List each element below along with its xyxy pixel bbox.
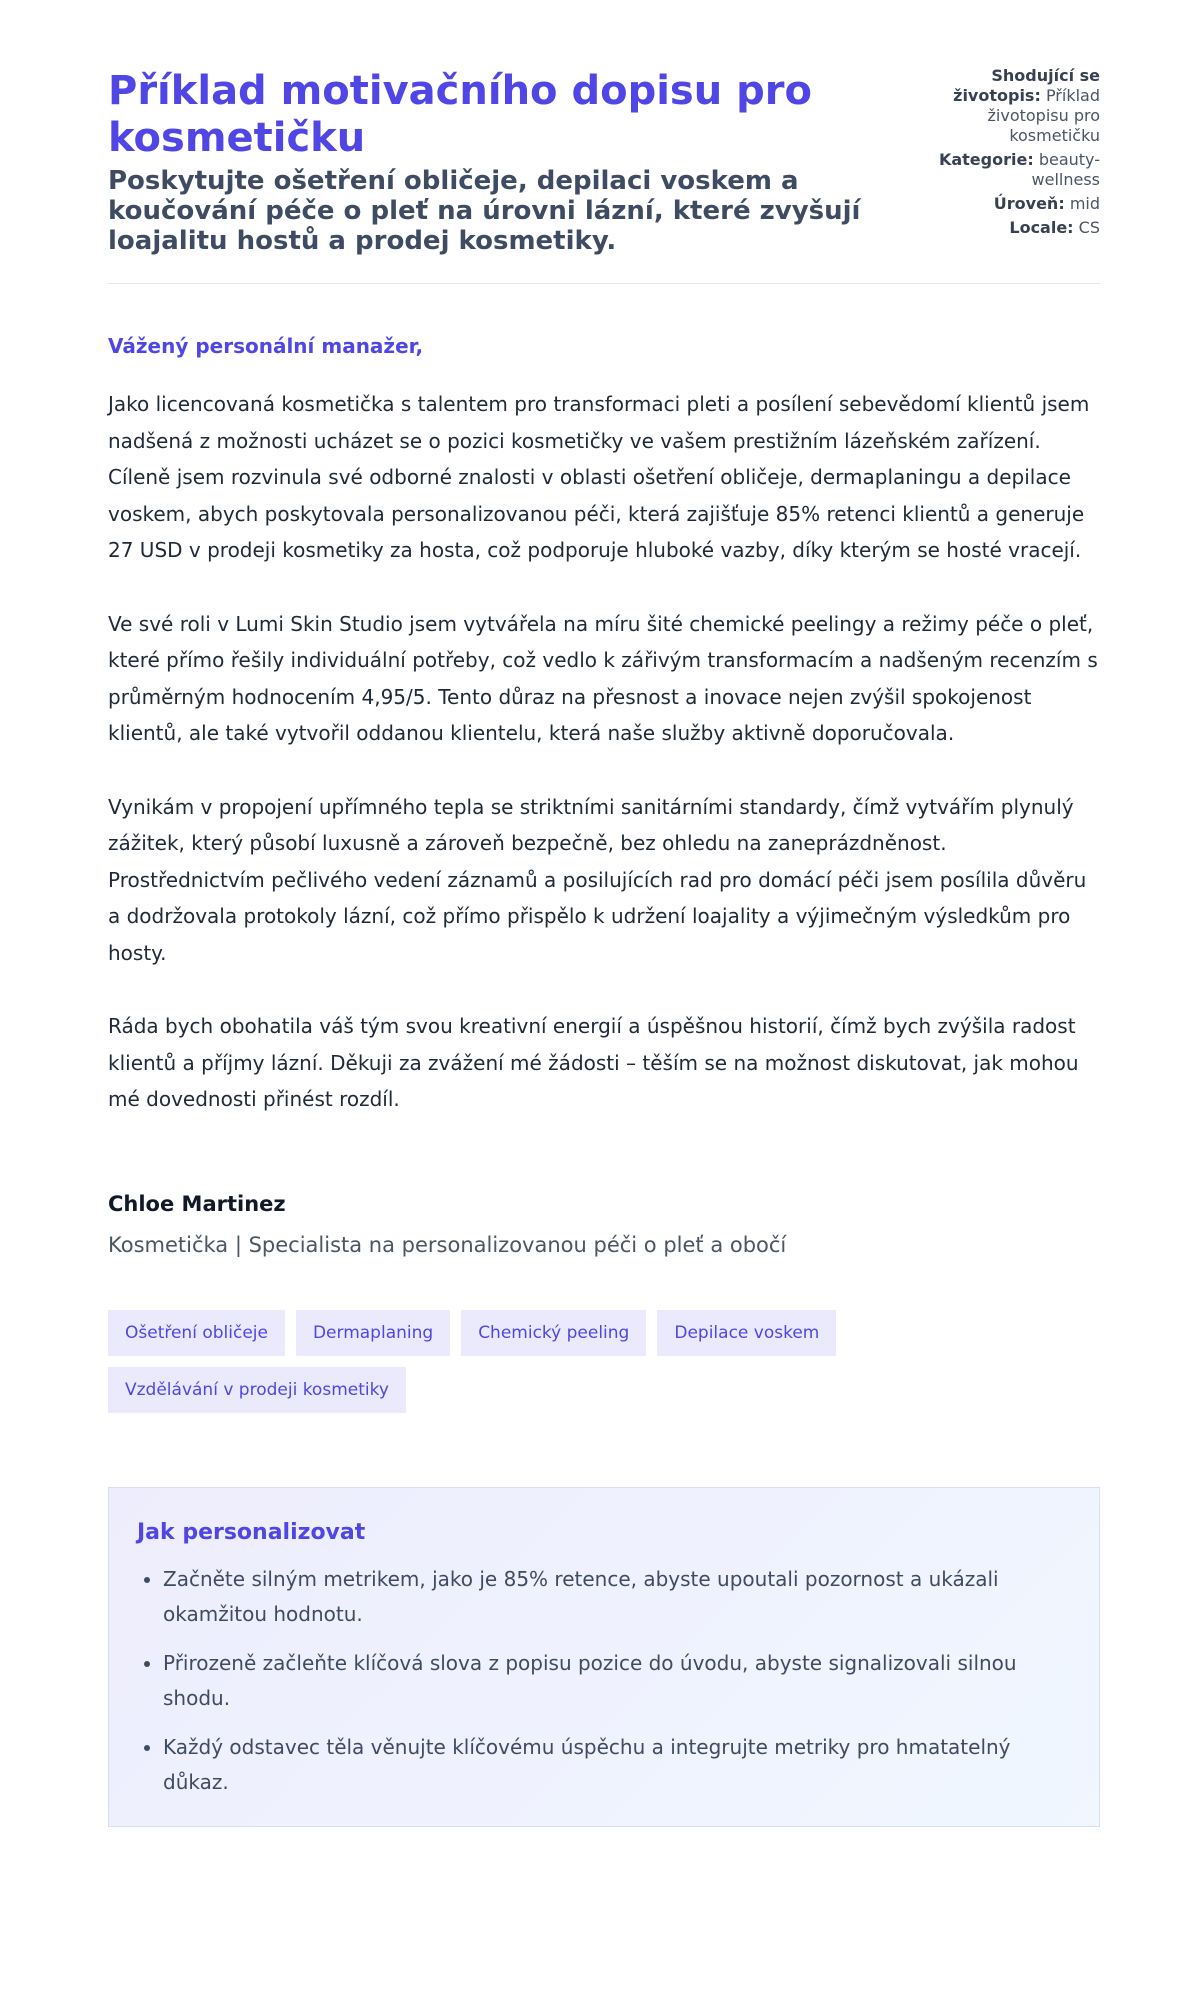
- meta-level-label: Úroveň:: [993, 194, 1065, 213]
- meta-matching-resume-label: Shodující se životopis:: [953, 66, 1100, 105]
- page-title: Příklad motivačního dopisu pro kosmetičku: [108, 68, 812, 161]
- meta-category: [910, 150, 1100, 190]
- signature-role: Kosmetička | Specialista na personalizovanou péči o pleť a obočí: [108, 1232, 787, 1257]
- meta-category-value: beauty-wellness: [1031, 150, 1100, 189]
- meta-panel: [910, 66, 1100, 242]
- letter-paragraph-3: Vynikám v propojení upřímného tepla se striktními sanitárními standardy, čímž vytvářím plynulý zážitek, který působí luxusně a zároveň bezpečně, bez ohledu na zaneprázdněnost. Prostřednictvím pečlivého vedení záznamů a posilujících rad pro domácí péči jsem posílila důvěru a dodržovala protokoly lázní, což přímo přispělo k udržení loajality a výjimečným výsledkům pro hosty.: [108, 794, 1087, 965]
- tips-title: Jak personalizovat: [137, 1519, 366, 1545]
- letter-paragraph-4: Ráda bych obohatila váš tým svou kreativní energií a úspěšnou historií, čímž bych zvýšila radost klientů a příjmy lázní. Děkuji za zvážení mé žádosti – těším se na možnost diskutovat, jak mohou mé dovednosti přinést rozdíl.: [108, 1014, 1079, 1111]
- meta-locale-label: Locale:: [1009, 218, 1074, 237]
- tips-list: [137, 1562, 1071, 1800]
- signature-name: Chloe Martinez: [108, 1191, 286, 1216]
- meta-locale-value: CS: [1078, 218, 1100, 237]
- meta-level: [910, 194, 1100, 214]
- meta-category-label: Kategorie:: [938, 150, 1034, 169]
- skill-tag: Depilace voskem: [657, 1310, 836, 1356]
- page-subtitle: Poskytujte ošetření obličeje, depilaci voskem a koučování péče o pleť na úrovni lázní, které zvyšují loajalitu hostů a prodej kosmetiky.: [108, 166, 861, 256]
- meta-matching-resume-value[interactable]: Příklad životopisu pro kosmetičku: [987, 86, 1100, 145]
- salutation: Vážený personální manažer,: [108, 334, 424, 358]
- header: [108, 58, 1100, 284]
- skill-tag: Dermaplaning: [296, 1310, 450, 1356]
- skill-tag: Ošetření obličeje: [108, 1310, 285, 1356]
- meta-locale: [910, 218, 1100, 238]
- meta-matching-resume: [910, 66, 1100, 146]
- skill-tags: [108, 1310, 888, 1413]
- skill-tag: Chemický peeling: [461, 1310, 646, 1356]
- cover-letter-page: [108, 58, 1100, 1827]
- tip-item: • Přirozeně začleňte klíčová slova z popisu pozice do úvodu, abyste signalizovali silnou shodu.: [163, 1646, 1071, 1716]
- letter-paragraph-2: Ve své roli v Lumi Skin Studio jsem vytvářela na míru šité chemické peelingy a režimy péče o pleť, které přímo řešily individuální potřeby, což vedlo k zářivým transformacím a nadšeným recenzím s průměrným hodnocením 4,95/5. Tento důraz na přesnost a inovace nejen zvýšil spokojenost klientů, ale také vytvořil oddanou klientelu, která naše služby aktivně doporučovala.: [108, 611, 1098, 745]
- tip-item: • Začněte silným metrikem, jako je 85% retence, abyste upoutali pozornost a ukázali okamžitou hodnotu.: [163, 1562, 1071, 1632]
- header-left: [108, 58, 868, 256]
- personalization-tips: [108, 1487, 1100, 1827]
- meta-level-value: mid: [1069, 194, 1100, 213]
- skill-tag: Vzdělávání v prodeji kosmetiky: [108, 1367, 406, 1413]
- letter-paragraph-1: Jako licencovaná kosmetička s talentem pro transformaci pleti a posílení sebevědomí klientů jsem nadšená z možnosti ucházet se o pozici kosmetičky ve vašem prestižním lázeňském zařízení. Cíleně jsem rozvinula své odborné znalosti v oblasti ošetření obličeje, dermaplaningu a depilace voskem, abych poskytovala personalizovanou péči, která zajišťuje 85% retenci klientů a generuje 27 USD v prodeji kosmetiky za hosta, což podporuje hluboké vazby, díky kterým se hosté vracejí.: [108, 392, 1090, 562]
- tip-item: • Každý odstavec těla věnujte klíčovému úspěchu a integrujte metriky pro hmatatelný důkaz.: [163, 1730, 1071, 1800]
